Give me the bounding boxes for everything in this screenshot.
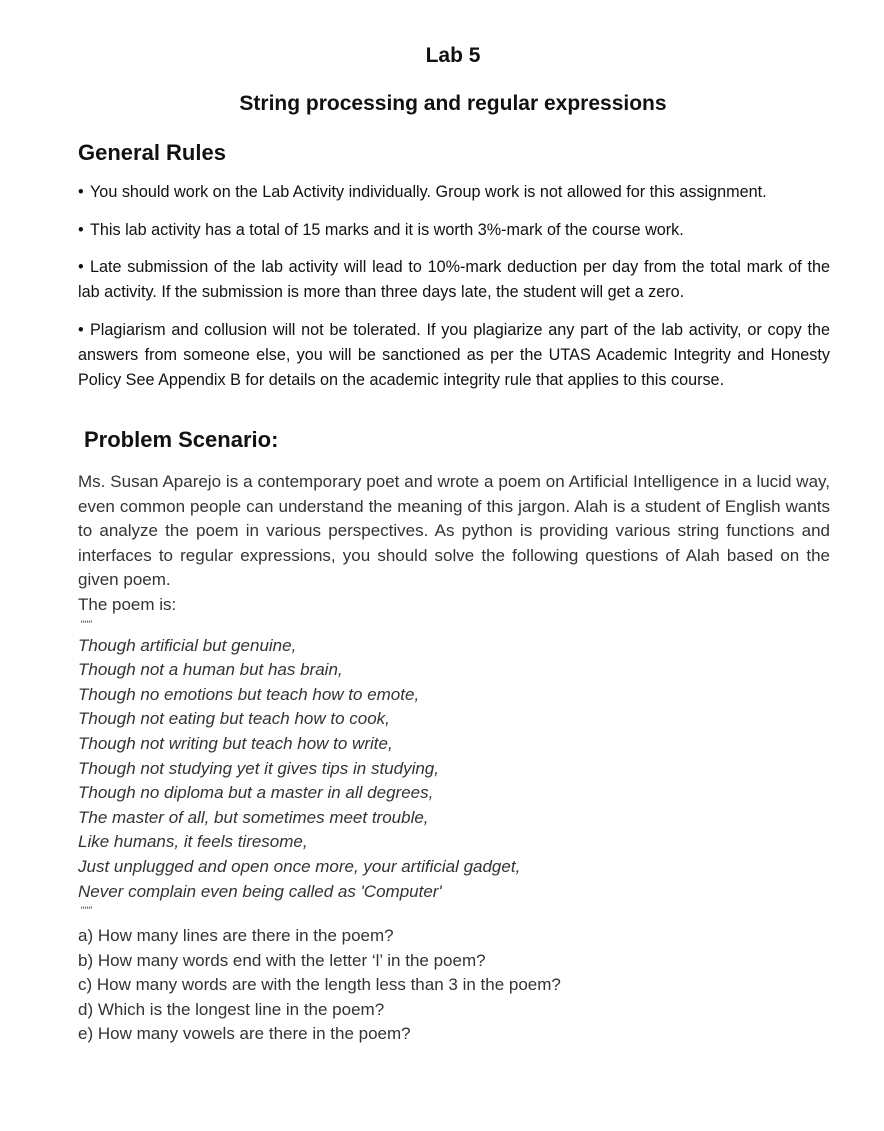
poem-line: Though not writing but teach how to write, xyxy=(78,733,393,753)
poem-line: Just unplugged and open once more, your artificial gadget, xyxy=(78,856,521,876)
bullet-icon: • xyxy=(78,320,84,339)
bullet-icon: • xyxy=(78,183,84,201)
lab-title: Lab 5 xyxy=(425,44,481,67)
rule-item xyxy=(78,318,830,393)
problem-scenario xyxy=(78,470,830,1047)
bullet-icon: • xyxy=(78,258,84,276)
poem-line: Like humans, it feels tiresome, xyxy=(78,832,308,852)
rule-text: Late submission of the lab activity will lead to 10%-mark deduction per day from the total mark of the lab activity. If the submission is more than three days late, the student will get a zero. xyxy=(78,258,830,301)
question-item: e) How many vowels are there in the poem? xyxy=(78,1024,411,1044)
general-rules-list xyxy=(78,180,830,405)
rule-text: You should work on the Lab Activity individually. Group work is not allowed for this assignment. xyxy=(90,183,767,201)
question-item: c) How many words are with the length less than 3 in the poem? xyxy=(78,975,561,995)
question-item: d) Which is the longest line in the poem? xyxy=(78,999,385,1019)
rule-text: Plagiarism and collusion will not be tolerated. If you plagiarize any part of the lab activity, or copy the answers from someone else, you will be sanctioned as per the UTAS Academic Integrity and Honesty Policy See Appendix B for details on the academic integrity rule that applies to this course. xyxy=(78,320,830,389)
question-item: a) How many lines are there in the poem? xyxy=(78,926,394,946)
poem xyxy=(78,634,830,905)
poem-line: Though artificial but genuine, xyxy=(78,635,297,655)
poem-line: The master of all, but sometimes meet trouble, xyxy=(78,807,429,827)
poem-close-quote: """ xyxy=(80,905,92,918)
question-item: b) How many words end with the letter ‘l’ in the poem? xyxy=(78,950,486,970)
rule-text: This lab activity has a total of 15 marks and it is worth 3%-mark of the course work. xyxy=(90,220,684,239)
bullet-icon: • xyxy=(78,220,84,239)
poem-line: Though not eating but teach how to cook, xyxy=(78,709,390,729)
lab-subtitle: String processing and regular expressions xyxy=(239,92,667,115)
poem-open-quote: """ xyxy=(80,618,92,631)
poem-line: Though not studying yet it gives tips in studying, xyxy=(78,758,439,778)
poem-label: The poem is: xyxy=(78,594,177,614)
general-rules-heading: General Rules xyxy=(78,140,226,165)
question-list xyxy=(78,924,830,1047)
poem-line: Though not a human but has brain, xyxy=(78,660,343,680)
poem-line: Though no diploma but a master in all degrees, xyxy=(78,783,434,803)
rule-item xyxy=(78,218,830,243)
poem-line: Though no emotions but teach how to emote, xyxy=(78,684,420,704)
rule-item xyxy=(78,180,830,205)
problem-scenario-heading: Problem Scenario: xyxy=(84,427,279,452)
rule-item xyxy=(78,255,830,305)
poem-line: Never complain even being called as 'Computer' xyxy=(78,881,442,901)
scenario-intro: Ms. Susan Aparejo is a contemporary poet and wrote a poem on Artificial Intelligence in a lucid way, even common people can understand the meaning of this jargon. Alah is a student of English wants to analyze the poem in various perspectives. As python is providing various string functions and interfaces to regular expressions, you should solve the following questions of Alah based on the given poem. xyxy=(78,472,830,590)
